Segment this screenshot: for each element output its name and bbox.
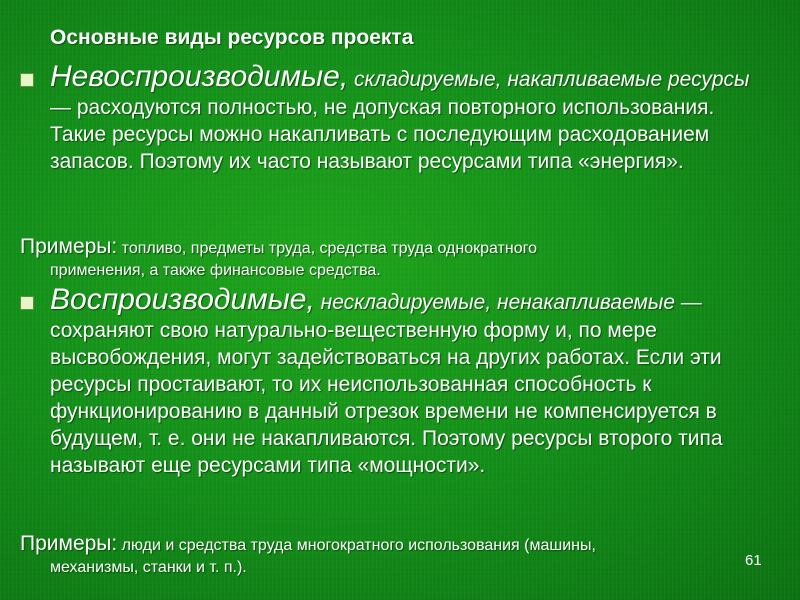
- bullet-paragraph-nonreproducible: [50, 60, 770, 175]
- examples1-line1: топливо, предметы труда, средства труда однократного: [117, 240, 537, 257]
- examples-label: Примеры:: [20, 235, 118, 258]
- examples2-line1: люди и средства труда многократного использования (машины,: [117, 537, 596, 554]
- bullet-square-icon: [20, 73, 34, 87]
- page-number: 61: [745, 552, 762, 569]
- examples-block-1: [20, 236, 760, 282]
- bullet1-mid: складируемые, накапливаемые ресурсы: [348, 68, 750, 91]
- bullet1-lead: Невоспроизводимые,: [50, 60, 349, 93]
- bullet2-lead: Воспроизводимые,: [50, 283, 315, 316]
- bullet1-rest: — расходуются полностью, не допуская повторного использования. Такие ресурсы можно накапливать с последующим расходованием запасов. Поэтому их часто называют ресурсами типа «энергия».: [50, 96, 715, 173]
- bullet-paragraph-reproducible: [50, 283, 770, 479]
- examples-label: Примеры:: [20, 532, 118, 555]
- slide-title: Основные виды ресурсов проекта: [50, 26, 414, 49]
- examples1-line2: применения, а также финансовые средства.: [50, 262, 381, 279]
- examples2-line2: механизмы, станки и т. п.).: [50, 559, 247, 576]
- bullet-square-icon: [20, 296, 34, 310]
- examples-block-2: [20, 533, 760, 579]
- bullet2-mid: нескладируемые, ненакапливаемые: [314, 291, 676, 314]
- bullet2-rest: —сохраняют свою натурально-вещественную форму и, по мере высвобождения, могут задействоваться на других работах. Если эти ресурсы простаивают, то их неиспользованная способность к функционированию в данный отрезок времени не компенсируется в будущем, т. е. они не накапливаются. Поэтому ресурсы второго типа называют еще ресурсами типа «мощности».: [50, 291, 723, 477]
